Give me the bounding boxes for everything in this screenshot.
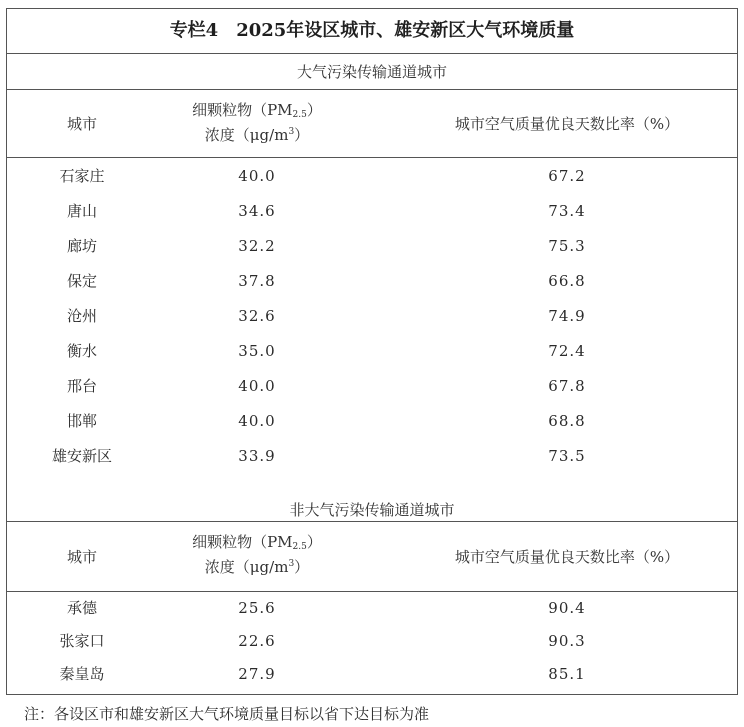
table-row (7, 264, 737, 299)
divider (7, 521, 737, 522)
cell-good-days-rate: 73.5 (548, 447, 586, 465)
table-row (7, 591, 737, 626)
cell-good-days-rate: 74.9 (548, 307, 586, 325)
cell-pm25: 40.0 (238, 377, 276, 395)
cell-city: 承德 (66, 599, 97, 617)
cell-good-days-rate: 90.4 (548, 599, 586, 617)
table-row (7, 657, 737, 692)
table-row (7, 369, 737, 404)
cell-pm25: 35.0 (238, 342, 276, 360)
cell-city: 秦皇岛 (59, 665, 105, 683)
col-header-pm25-unit-close: ） (294, 126, 310, 144)
cell-pm25: 34.6 (238, 202, 276, 220)
col-header-pm25-label: 细颗粒物（PM (192, 533, 293, 551)
cell-pm25: 25.6 (238, 599, 276, 617)
col-header-city: 城市 (66, 115, 97, 133)
table-row (7, 299, 737, 334)
col-header-pm25-unit-sup: 3 (288, 127, 295, 137)
divider (7, 157, 737, 158)
table-row (7, 229, 737, 264)
table-frame (6, 8, 738, 695)
cell-pm25: 22.6 (238, 632, 276, 650)
section-heading-transport-cities: 大气污染传输通道城市 (296, 63, 447, 81)
cell-good-days-rate: 67.8 (548, 377, 586, 395)
table-row (7, 159, 737, 194)
cell-pm25: 40.0 (238, 167, 276, 185)
col-header-city: 城市 (66, 548, 97, 566)
cell-pm25: 32.2 (238, 237, 276, 255)
table-row (7, 334, 737, 369)
table-row (7, 404, 737, 439)
col-header-pm25-sub: 2.5 (292, 542, 307, 552)
cell-good-days-rate: 72.4 (548, 342, 586, 360)
col-header-pm25-label: 细颗粒物（PM (192, 101, 293, 119)
col-header-pm25-unit-sup: 3 (288, 559, 295, 569)
divider (7, 53, 737, 54)
col-header-pm25-unit-close: ） (294, 558, 310, 576)
table-title: 专栏4 2025年设区城市、雄安新区大气环境质量 (169, 20, 575, 41)
divider (7, 89, 737, 90)
cell-city: 张家口 (59, 632, 105, 650)
col-header-pm25-unit: 浓度（μg/m (204, 558, 289, 576)
cell-city: 唐山 (66, 202, 97, 220)
cell-good-days-rate: 90.3 (548, 632, 586, 650)
section-heading-non-transport-cities: 非大气污染传输通道城市 (289, 501, 455, 519)
cell-pm25: 27.9 (238, 665, 276, 683)
col-header-pm25-sub: 2.5 (292, 110, 307, 120)
col-header-good-days-rate: 城市空气质量优良天数比率（%） (454, 115, 680, 133)
cell-good-days-rate: 66.8 (548, 272, 586, 290)
cell-city: 雄安新区 (51, 447, 112, 465)
col-header-good-days-rate: 城市空气质量优良天数比率（%） (454, 548, 680, 566)
table-row (7, 439, 737, 474)
cell-pm25: 32.6 (238, 307, 276, 325)
cell-city: 沧州 (66, 307, 97, 325)
table-row (7, 194, 737, 229)
cell-city: 廊坊 (66, 237, 97, 255)
cell-city: 石家庄 (59, 167, 105, 185)
col-header-pm25 (167, 99, 347, 145)
cell-good-days-rate: 73.4 (548, 202, 586, 220)
cell-pm25: 33.9 (238, 447, 276, 465)
cell-city: 保定 (66, 272, 97, 290)
col-header-pm25-close: ） (306, 101, 322, 119)
table-row (7, 624, 737, 659)
cell-pm25: 37.8 (238, 272, 276, 290)
cell-good-days-rate: 75.3 (548, 237, 586, 255)
col-header-pm25-close: ） (306, 533, 322, 551)
col-header-pm25 (167, 531, 347, 577)
cell-city: 邯郸 (66, 412, 97, 430)
cell-pm25: 40.0 (238, 412, 276, 430)
cell-city: 邢台 (66, 377, 97, 395)
footnote: 注：各设区市和雄安新区大气环境质量目标以省下达目标为准 (24, 705, 430, 723)
cell-city: 衡水 (66, 342, 97, 360)
cell-good-days-rate: 85.1 (548, 665, 586, 683)
cell-good-days-rate: 67.2 (548, 167, 586, 185)
cell-good-days-rate: 68.8 (548, 412, 586, 430)
col-header-pm25-unit: 浓度（μg/m (204, 126, 289, 144)
